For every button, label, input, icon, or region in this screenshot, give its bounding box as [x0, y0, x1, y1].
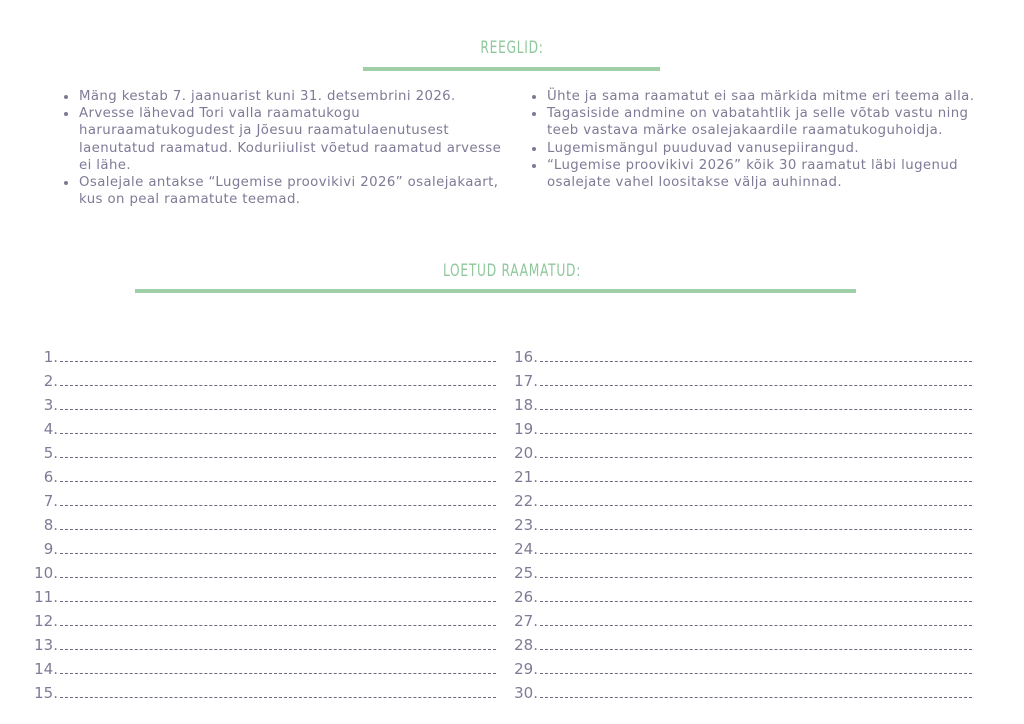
- book-entry-line[interactable]: [508, 366, 972, 390]
- book-entry-line[interactable]: [508, 510, 972, 534]
- book-entry-blank[interactable]: [60, 649, 496, 650]
- book-entry-line[interactable]: [30, 678, 496, 702]
- book-entry-blank[interactable]: [60, 457, 496, 458]
- book-entry-number: 24.: [514, 540, 538, 558]
- book-entry-blank[interactable]: [60, 673, 496, 674]
- book-entry-line[interactable]: [508, 390, 972, 414]
- book-entry-line[interactable]: [30, 606, 496, 630]
- book-lines-right: [508, 342, 972, 702]
- book-entry-blank[interactable]: [60, 433, 496, 434]
- rule-item: • Lugemismängul puuduvad vanusepiirangud.: [546, 140, 996, 157]
- book-entry-blank[interactable]: [540, 385, 972, 386]
- book-entry-line[interactable]: [30, 510, 496, 534]
- rules-list-left: [60, 88, 514, 208]
- book-entry-blank[interactable]: [540, 697, 972, 698]
- book-entry-blank[interactable]: [60, 409, 496, 410]
- book-entry-line[interactable]: [508, 678, 972, 702]
- book-entry-number: 26.: [514, 588, 538, 606]
- book-entry-line[interactable]: [30, 534, 496, 558]
- book-entry-number: 1.: [43, 348, 58, 366]
- book-entry-line[interactable]: [30, 630, 496, 654]
- book-entry-number: 14.: [34, 660, 58, 678]
- book-entry-blank[interactable]: [540, 577, 972, 578]
- book-entry-number: 16.: [514, 348, 538, 366]
- book-entry-line[interactable]: [30, 654, 496, 678]
- book-entry-number: 30.: [514, 684, 538, 702]
- book-entry-number: 13.: [34, 636, 58, 654]
- book-entry-line[interactable]: [30, 414, 496, 438]
- book-entry-number: 11.: [34, 588, 58, 606]
- book-entry-number: 9.: [43, 540, 58, 558]
- rules-list-right: [528, 88, 996, 191]
- book-entry-number: 18.: [514, 396, 538, 414]
- book-entry-line[interactable]: [508, 486, 972, 510]
- book-entry-blank[interactable]: [540, 433, 972, 434]
- book-entry-blank[interactable]: [60, 697, 496, 698]
- book-entry-line[interactable]: [30, 438, 496, 462]
- rule-item: • Mäng kestab 7. jaanuarist kuni 31. detsembrini 2026.: [78, 88, 514, 105]
- rules-title: REEGLID:: [480, 38, 544, 58]
- book-entry-line[interactable]: [30, 582, 496, 606]
- book-entry-line[interactable]: [30, 342, 496, 366]
- rule-item: • Ühte ja sama raamatut ei saa märkida mitme eri teema alla.: [546, 88, 996, 105]
- book-entry-line[interactable]: [508, 414, 972, 438]
- book-entry-line[interactable]: [30, 366, 496, 390]
- book-entry-line[interactable]: [508, 606, 972, 630]
- book-entry-blank[interactable]: [540, 409, 972, 410]
- rule-item: • Osalejale antakse “Lugemise proovikivi 2026” osalejakaart, kus on peal raamatute teemad.: [78, 174, 514, 208]
- book-entry-blank[interactable]: [540, 601, 972, 602]
- books-title: LOETUD RAAMATUD:: [442, 261, 582, 281]
- book-entry-number: 25.: [514, 564, 538, 582]
- book-entry-line[interactable]: [508, 534, 972, 558]
- rule-item: • “Lugemise proovikivi 2026” kõik 30 raamatut läbi lugenud osalejate vahel loositakse välja auhinnad.: [546, 157, 996, 191]
- book-entry-blank[interactable]: [60, 529, 496, 530]
- book-entry-blank[interactable]: [540, 625, 972, 626]
- book-entry-line[interactable]: [508, 462, 972, 486]
- book-entry-number: 19.: [514, 420, 538, 438]
- book-entry-line[interactable]: [508, 582, 972, 606]
- book-entry-number: 22.: [514, 492, 538, 510]
- book-entry-line[interactable]: [508, 558, 972, 582]
- book-entry-line[interactable]: [30, 558, 496, 582]
- book-entry-number: 3.: [43, 396, 58, 414]
- book-entry-blank[interactable]: [60, 601, 496, 602]
- book-entry-line[interactable]: [508, 342, 972, 366]
- book-entry-blank[interactable]: [540, 649, 972, 650]
- book-entry-blank[interactable]: [540, 505, 972, 506]
- book-entry-blank[interactable]: [540, 529, 972, 530]
- book-entry-number: 10.: [34, 564, 58, 582]
- book-entry-blank[interactable]: [60, 481, 496, 482]
- book-entry-blank[interactable]: [60, 385, 496, 386]
- book-entry-blank[interactable]: [540, 457, 972, 458]
- book-entry-number: 8.: [43, 516, 58, 534]
- book-entry-number: 7.: [43, 492, 58, 510]
- book-entry-blank[interactable]: [540, 553, 972, 554]
- book-entry-blank[interactable]: [60, 505, 496, 506]
- book-entry-number: 23.: [514, 516, 538, 534]
- rule-item: • Arvesse lähevad Tori valla raamatukogu haruraamatukogudest ja Jõesuu raamatulaenutusest laenutatud raamatud. Koduriiulist võetud raamatud arvesse ei lähe.: [78, 105, 514, 174]
- book-entry-number: 20.: [514, 444, 538, 462]
- rules-title-underline: [363, 67, 660, 71]
- book-entry-line[interactable]: [508, 654, 972, 678]
- book-entry-blank[interactable]: [540, 481, 972, 482]
- book-entry-blank[interactable]: [60, 553, 496, 554]
- book-entry-blank[interactable]: [540, 361, 972, 362]
- book-entry-blank[interactable]: [60, 577, 496, 578]
- book-entry-line[interactable]: [30, 390, 496, 414]
- book-entry-number: 4.: [43, 420, 58, 438]
- book-entry-number: 2.: [43, 372, 58, 390]
- book-entry-number: 27.: [514, 612, 538, 630]
- book-entry-number: 29.: [514, 660, 538, 678]
- book-entry-number: 21.: [514, 468, 538, 486]
- book-entry-line[interactable]: [508, 438, 972, 462]
- book-entry-line[interactable]: [30, 462, 496, 486]
- book-entry-number: 15.: [34, 684, 58, 702]
- books-title-underline: [135, 289, 856, 293]
- book-entry-blank[interactable]: [60, 361, 496, 362]
- rule-item: • Tagasiside andmine on vabatahtlik ja selle võtab vastu ning teeb vastava märke osalejakaardile raamatukoguhoidja.: [546, 105, 996, 139]
- book-entry-number: 17.: [514, 372, 538, 390]
- book-entry-number: 28.: [514, 636, 538, 654]
- book-entry-number: 5.: [43, 444, 58, 462]
- book-entry-number: 6.: [43, 468, 58, 486]
- book-entry-blank[interactable]: [540, 673, 972, 674]
- book-entry-number: 12.: [34, 612, 58, 630]
- book-entry-line[interactable]: [508, 630, 972, 654]
- book-lines-left: [30, 342, 496, 702]
- book-entry-blank[interactable]: [60, 625, 496, 626]
- book-entry-line[interactable]: [30, 486, 496, 510]
